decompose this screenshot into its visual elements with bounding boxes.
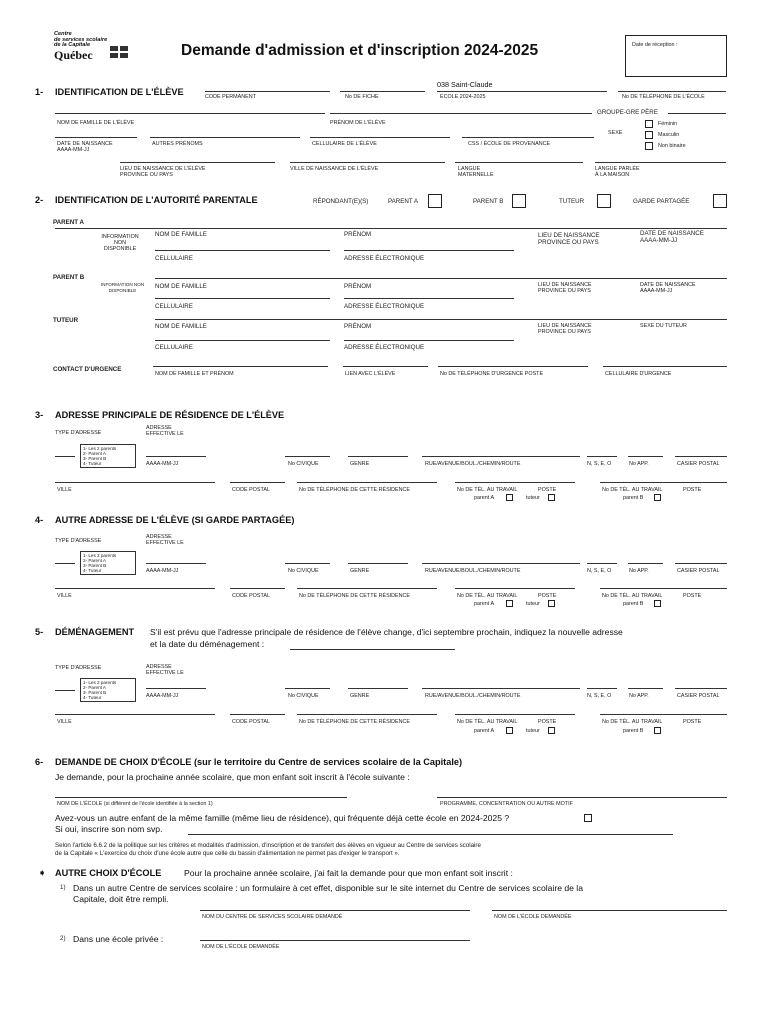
s4-poste-a-label: POSTE (538, 593, 557, 599)
s4-date-label: AAAA-MM-JJ (146, 568, 179, 574)
s6-nom-ecole-input[interactable] (55, 797, 347, 798)
date-naissance-label: DATE DE NAISSANCE AAAA-MM-JJ (57, 141, 113, 153)
parent-a-date-label: DATE DE NAISSANCE AAAA-MM-JJ (640, 230, 704, 244)
tuteur-lieu-label: LIEU DE NAISSANCE PROVINCE OU PAYS (538, 323, 592, 335)
groupe-line[interactable] (668, 113, 726, 114)
parent-b-prenom-label: PRÉNOM (344, 283, 372, 290)
s4-tel-res-label: No DE TÉLÉPHONE DE CETTE RÉSIDENCE (299, 593, 411, 599)
repondant-parent-b-label: PARENT B (473, 198, 504, 205)
langue-maternelle-line[interactable] (455, 162, 583, 163)
s3-date-label: AAAA-MM-JJ (146, 461, 179, 467)
s5-type-legend: 1- Les 2 parents 2- Parent A 3- Parent B 4- Tuteur (80, 678, 136, 702)
contact-cell-line[interactable] (603, 366, 727, 367)
ecole-line[interactable] (437, 91, 607, 92)
s5-code-postal-input[interactable] (230, 714, 285, 715)
s3-date-input[interactable] (146, 456, 206, 457)
page-title: Demande d'admission et d'inscription 2024-2025 (181, 42, 539, 59)
cell-eleve-line[interactable] (310, 137, 450, 138)
parent-a-prenom-label: PRÉNOM (344, 231, 372, 238)
s4-rue-label: RUE/AVENUE/BOUL./CHEMIN/ROUTE (425, 568, 521, 574)
no-fiche-label: No DE FICHE (345, 94, 379, 100)
no-fiche-line[interactable] (340, 91, 425, 92)
s4-no-app-label: No APP. (629, 568, 649, 574)
contact-lien-label: LIEN AVEC L'ÉLÈVE (345, 371, 396, 377)
s5-text-2: et la date du déménagement : (150, 639, 265, 649)
nom-ecole-privee-label: NOM DE L'ÉCOLE DEMANDÉE (202, 944, 280, 950)
s4-type-legend: 1- Les 2 parents 2- Parent A 3- Parent B 4- Tuteur (80, 551, 136, 575)
s3-nseo-label: N, S, E, O (587, 461, 612, 467)
tel-ecole-label: No DE TÉLÉPHONE DE L'ÉCOLE (622, 94, 705, 100)
garde-partagee-checkbox[interactable] (713, 194, 727, 208)
s3-tel-res-input[interactable] (297, 482, 437, 483)
s3-genre-label: GENRE (350, 461, 370, 467)
s5-parent-b-checkbox[interactable] (654, 727, 661, 734)
s5-tel-trav-b-label: No DE TÉL. AU TRAVAIL (602, 719, 663, 725)
parent-b-courriel-label: ADRESSE ÉLECTRONIQUE (344, 303, 425, 310)
s6-line-1: Je demande, pour la prochaine année scolaire, que mon enfant soit inscrit à l'école suivante : (55, 772, 410, 782)
s5-rue-label: RUE/AVENUE/BOUL./CHEMIN/ROUTE (425, 693, 521, 699)
s4-no-civique-label: No CIVIQUE (288, 568, 319, 574)
s4-tel-trav-a-label: No DE TÉL. AU TRAVAIL (457, 593, 518, 599)
s5-poste-a-label: POSTE (538, 719, 557, 725)
s5-no-app-label: No APP. (629, 693, 649, 699)
s5-tel-trav-a-input[interactable] (455, 714, 575, 715)
date-naissance-line[interactable] (55, 137, 137, 138)
parent-a-top-line (55, 228, 727, 229)
s3-no-civique-input[interactable] (285, 456, 330, 457)
css-provenance-label: CSS / ÉCOLE DE PROVENANCE (468, 141, 551, 147)
s3-ville-label: VILLE (57, 487, 72, 493)
parent-b-cell-line[interactable] (155, 298, 330, 299)
code-permanent-line[interactable] (205, 91, 330, 92)
parent-a-info-non-dispo-label: INFORMATION NON DISPONIBLE (101, 234, 139, 252)
tuteur-top-line (155, 319, 727, 320)
parent-b-label: PARENT B (53, 274, 85, 281)
s3-tel-res-label: No DE TÉLÉPHONE DE CETTE RÉSIDENCE (299, 487, 411, 493)
option-1-text-b: Capitale, doit être rempli. (73, 894, 169, 904)
sexe-feminin-checkbox[interactable] (645, 120, 653, 128)
autres-prenoms-label: AUTRES PRÉNOMS (152, 141, 203, 147)
s5-tel-res-label: No DE TÉLÉPHONE DE CETTE RÉSIDENCE (299, 719, 411, 725)
arrow-icon: ➧ (38, 868, 47, 879)
quebec-logo: Québec (54, 48, 93, 62)
s4-adresse-effective-label: ADRESSE EFFECTIVE LE (146, 534, 184, 546)
garde-partagee-label: GARDE PARTAGÉE (633, 198, 690, 205)
contact-tel-line[interactable] (438, 366, 588, 367)
s4-parent-a-checkbox[interactable] (506, 600, 513, 607)
s5-tuteur-label: tuteur (526, 728, 540, 734)
s4-poste-b-label: POSTE (683, 593, 702, 599)
s5-poste-b-label: POSTE (683, 719, 702, 725)
s5-date-demenagement-input[interactable] (290, 649, 455, 650)
contact-nom-label: NOM DE FAMILLE ET PRÉNOM (155, 371, 234, 377)
parent-b-courriel-line[interactable] (344, 298, 514, 299)
contact-nom-line[interactable] (153, 366, 328, 367)
s3-code-postal-input[interactable] (230, 482, 285, 483)
contact-lien-line[interactable] (343, 366, 428, 367)
sexe-label: SEXE (608, 130, 623, 136)
section-5-number: 5- (35, 627, 44, 637)
s5-rue-input[interactable] (422, 688, 580, 689)
s3-poste-a-label: POSTE (538, 487, 557, 493)
s3-type-adresse-label: TYPE D'ADRESSE (55, 430, 102, 436)
s6-autre-enfant-checkbox[interactable] (584, 814, 592, 822)
s4-date-input[interactable] (146, 563, 206, 564)
s3-parent-b-checkbox[interactable] (654, 494, 661, 501)
s4-rue-input[interactable] (422, 563, 580, 564)
s5-nseo-label: N, S, E, O (587, 693, 612, 699)
repondant-parent-a-checkbox[interactable] (428, 194, 442, 208)
s4-tel-trav-a-input[interactable] (455, 588, 575, 589)
parent-a-cell-label: CELLULAIRE (155, 255, 193, 262)
s5-nseo-input[interactable] (587, 688, 617, 689)
s5-type-adresse-label: TYPE D'ADRESSE (55, 665, 102, 671)
code-permanent-label: CODE PERMANENT (205, 94, 256, 100)
section-5-title: DÉMÉNAGEMENT (55, 627, 135, 637)
s3-casier-input[interactable] (675, 456, 727, 457)
contact-urgence-label: CONTACT D'URGENCE (53, 366, 122, 373)
s6-article-line-1: Selon l'article 6.6.2 de la politique sur les critères et modalités d'admission, d'inscription et de transfert des élèves en vigueur au Centre de services scolaire (55, 842, 481, 849)
s5-casier-label: CASIER POSTAL (677, 693, 720, 699)
tel-ecole-line[interactable] (618, 91, 726, 92)
s3-nseo-input[interactable] (587, 456, 617, 457)
prenom-line[interactable] (330, 113, 592, 114)
tuteur-prenom-label: PRÉNOM (344, 323, 372, 330)
s4-casier-label: CASIER POSTAL (677, 568, 720, 574)
s3-genre-input[interactable] (348, 456, 408, 457)
masculin-label: Masculin (658, 132, 680, 138)
s4-ville-input[interactable] (55, 588, 215, 589)
s3-tuteur-checkbox[interactable] (548, 494, 555, 501)
s5-tel-trav-b-input[interactable] (600, 714, 727, 715)
s6-question-1: Avez-vous un autre enfant de la même famille (même lieu de résidence), qui fréquente déjà cette école en 2024-2025 ? (55, 813, 510, 823)
section-1-title: IDENTIFICATION DE L'ÉLÈVE (55, 87, 184, 97)
repondant-label: RÉPONDANT(E)(S) (313, 198, 369, 205)
lieu-naissance-line[interactable] (120, 162, 275, 163)
nom-css-input[interactable] (200, 910, 470, 911)
css-provenance-line[interactable] (462, 137, 594, 138)
s5-parent-a-checkbox[interactable] (506, 727, 513, 734)
s4-no-civique-input[interactable] (285, 563, 330, 564)
s5-genre-input[interactable] (348, 688, 408, 689)
s5-ville-input[interactable] (55, 714, 215, 715)
s5-tel-res-input[interactable] (297, 714, 437, 715)
s5-date-label: AAAA-MM-JJ (146, 693, 179, 699)
section-6-title: DEMANDE DE CHOIX D'ÉCOLE (sur le territoire du Centre de services scolaire de la Capitale) (55, 757, 463, 767)
s5-parent-a-label: parent A (474, 728, 495, 734)
s3-ville-input[interactable] (55, 482, 215, 483)
s4-type-adresse-label: TYPE D'ADRESSE (55, 538, 102, 544)
option-2-number: 2) (60, 935, 66, 942)
s4-code-postal-input[interactable] (230, 588, 285, 589)
fleur-de-lis-flag-icon (110, 46, 150, 58)
non-binaire-label: Non binaire (658, 143, 686, 149)
s3-poste-b-label: POSTE (683, 487, 702, 493)
groupe-label: GROUPE-GRE PÈRE (597, 109, 658, 116)
ville-naissance-line[interactable] (290, 162, 445, 163)
s5-genre-label: GENRE (350, 693, 370, 699)
tuteur-label: TUTEUR (53, 317, 79, 324)
option-1-number: 1) (60, 884, 66, 891)
langue-maternelle-label: LANGUE MATERNELLE (458, 166, 494, 178)
s3-tel-trav-b-input[interactable] (600, 482, 727, 483)
prenom-label: PRÉNOM DE L'ÉLÈVE (330, 120, 386, 126)
s4-tel-trav-b-label: No DE TÉL. AU TRAVAIL (602, 593, 663, 599)
s5-ville-label: VILLE (57, 719, 72, 725)
s6-article-line-2: de la Capitale « L'exercice du choix d'une école autre que celle du bassin d'alimentation ne permet pas d'exiger le transport ». (55, 850, 400, 857)
parent-a-courriel-line[interactable] (344, 250, 514, 251)
parent-b-date-label: DATE DE NAISSANCE AAAA-MM-JJ (640, 282, 696, 294)
nom-ecole-privee-input[interactable] (200, 940, 470, 941)
s3-parent-a-checkbox[interactable] (506, 494, 513, 501)
section-4-title: AUTRE ADRESSE DE L'ÉLÈVE (SI GARDE PARTAGÉE) (55, 515, 295, 525)
s3-tuteur-label: tuteur (526, 495, 540, 501)
repondant-tuteur-checkbox[interactable] (597, 194, 611, 208)
s4-tel-trav-b-input[interactable] (600, 588, 727, 589)
s6-programme-input[interactable] (437, 797, 727, 798)
s5-parent-b-label: parent B (623, 728, 644, 734)
autre-choix-title: AUTRE CHOIX D'ÉCOLE (55, 868, 162, 878)
org-name: Centre de services scolaire de la Capitale (54, 31, 108, 49)
parent-b-lieu-label: LIEU DE NAISSANCE PROVINCE OU PAYS (538, 282, 592, 294)
parent-b-cell-label: CELLULAIRE (155, 303, 193, 310)
tuteur-courriel-line[interactable] (344, 340, 514, 341)
lieu-naissance-label: LIEU DE NAISSANCE DE L'ÉLÈVE PROVINCE OU PAYS (120, 166, 206, 178)
tuteur-cell-label: CELLULAIRE (155, 344, 193, 351)
s6-question-2: Si oui, inscrire son nom svp. (55, 824, 163, 834)
option-2-text: Dans une école privée : (73, 934, 164, 944)
parent-b-top-line (155, 278, 727, 279)
option-1-text-a: Dans un autre Centre de services scolaire : un formulaire à cet effet, disponible sur le site internet du Centre de services scolaire de la (73, 883, 583, 893)
s3-tel-trav-b-label: No DE TÉL. AU TRAVAIL (602, 487, 663, 493)
s5-no-app-input[interactable] (628, 688, 663, 689)
s4-parent-a-label: parent A (474, 601, 495, 607)
cell-eleve-label: CELLULAIRE DE L'ÉLÈVE (312, 141, 377, 147)
nom-ecole-demandee-label: NOM DE L'ÉCOLE DEMANDÉE (494, 914, 572, 920)
autre-choix-desc: Pour la prochaine année scolaire, j'ai fait la demande pour que mon enfant soit inscrit : (184, 868, 513, 878)
section-2-title: IDENTIFICATION DE L'AUTORITÉ PARENTALE (55, 195, 258, 205)
section-3-number: 3- (35, 410, 44, 420)
ecole-label: ÉCOLE 2024-2025 (440, 94, 486, 100)
s3-parent-b-label: parent B (623, 495, 644, 501)
s6-nom-enfant-input[interactable] (188, 834, 673, 835)
s4-tel-res-input[interactable] (297, 588, 437, 589)
s3-rue-label: RUE/AVENUE/BOUL./CHEMIN/ROUTE (425, 461, 521, 467)
s4-code-postal-label: CODE POSTAL (232, 593, 270, 599)
reception-label: Date de réception : (632, 42, 678, 48)
repondant-parent-b-checkbox[interactable] (512, 194, 526, 208)
parent-a-lieu-label: LIEU DE NAISSANCE PROVINCE OU PAYS (538, 232, 600, 246)
s4-genre-label: GENRE (350, 568, 370, 574)
s4-parent-b-label: parent B (623, 601, 644, 607)
s3-casier-label: CASIER POSTAL (677, 461, 720, 467)
tuteur-nom-label: NOM DE FAMILLE (155, 323, 207, 330)
s3-no-civique-label: No CIVIQUE (288, 461, 319, 467)
contact-cell-label: CELLULAIRE D'URGENCE (605, 371, 672, 377)
parent-b-nom-label: NOM DE FAMILLE (155, 283, 207, 290)
s3-type-input[interactable] (55, 456, 75, 457)
tuteur-cell-line[interactable] (155, 340, 330, 341)
ville-naissance-label: VILLE DE NAISSANCE DE L'ÉLÈVE (290, 166, 379, 172)
s6-nom-ecole-label: NOM DE L'ÉCOLE (si différent de l'école identifiée à la section 1) (57, 801, 213, 807)
s3-no-app-input[interactable] (628, 456, 663, 457)
s5-no-civique-label: No CIVIQUE (288, 693, 319, 699)
section-3-title: ADRESSE PRINCIPALE DE RÉSIDENCE DE L'ÉLÈVE (55, 410, 285, 420)
nom-famille-label: NOM DE FAMILLE DE L'ÉLÈVE (57, 120, 135, 126)
parent-a-courriel-label: ADRESSE ÉLECTRONIQUE (344, 255, 425, 262)
s4-tuteur-label: tuteur (526, 601, 540, 607)
parent-a-nom-label: NOM DE FAMILLE (155, 231, 207, 238)
repondant-parent-a-label: PARENT A (388, 198, 419, 205)
s5-tel-trav-a-label: No DE TÉL. AU TRAVAIL (457, 719, 518, 725)
s5-no-civique-input[interactable] (285, 688, 330, 689)
nom-ecole-demandee-input[interactable] (492, 910, 727, 911)
parent-a-cell-line[interactable] (155, 250, 330, 251)
school-value: 038 Saint-Claude (437, 80, 493, 89)
s5-text-1: S'il est prévu que l'adresse principale de résidence de l'élève change, d'ici septembre prochain, indiquez la nouvelle adresse (150, 627, 623, 637)
contact-tel-label: No DE TÉLÉPHONE D'URGENCE POSTE (440, 371, 544, 377)
parent-b-info-non-dispo-label: INFORMATION NON DISPONIBLE (100, 282, 145, 293)
section-6-number: 6- (35, 757, 44, 767)
s3-adresse-effective-label: ADRESSE EFFECTIVE LE (146, 425, 184, 437)
s4-genre-input[interactable] (348, 563, 408, 564)
nom-css-label: NOM DU CENTRE DE SERVICES SCOLAIRE DEMANDÉ (202, 914, 343, 920)
feminin-label: Féminin (658, 121, 678, 127)
autres-prenoms-line[interactable] (150, 137, 300, 138)
s5-type-input[interactable] (55, 690, 75, 691)
langue-parlee-line[interactable] (595, 162, 726, 163)
s4-nseo-label: N, S, E, O (587, 568, 612, 574)
s4-nseo-input[interactable] (587, 563, 617, 564)
section-1-number: 1- (35, 87, 44, 97)
s5-casier-input[interactable] (675, 688, 727, 689)
s3-tel-trav-a-label: No DE TÉL. AU TRAVAIL (457, 487, 518, 493)
s6-programme-label: PROGRAMME, CONCENTRATION OU AUTRE MOTIF (440, 801, 573, 807)
s3-parent-a-label: parent A (474, 495, 495, 501)
s5-tuteur-checkbox[interactable] (548, 727, 555, 734)
parent-a-label: PARENT A (53, 219, 84, 226)
s4-no-app-input[interactable] (628, 563, 663, 564)
section-2-number: 2- (35, 195, 44, 205)
langue-parlee-label: LANGUE PARLÉE À LA MAISON (595, 166, 640, 178)
sexe-masculin-checkbox[interactable] (645, 131, 653, 139)
s5-adresse-effective-label: ADRESSE EFFECTIVE LE (146, 664, 184, 676)
s5-code-postal-label: CODE POSTAL (232, 719, 270, 725)
sexe-non-binaire-checkbox[interactable] (645, 142, 653, 150)
s3-rue-input[interactable] (422, 456, 580, 457)
s4-casier-input[interactable] (675, 563, 727, 564)
repondant-tuteur-label: TUTEUR (559, 198, 585, 205)
tuteur-sexe-label: SEXE DU TUTEUR (640, 323, 687, 329)
s3-no-app-label: No APP. (629, 461, 649, 467)
reception-date-box[interactable] (625, 35, 727, 77)
s3-code-postal-label: CODE POSTAL (232, 487, 270, 493)
section-4-number: 4- (35, 515, 44, 525)
s3-type-legend: 1- Les 2 parents 2- Parent A 3- Parent B 4- Tuteur (80, 444, 136, 468)
s4-tuteur-checkbox[interactable] (548, 600, 555, 607)
tuteur-courriel-label: ADRESSE ÉLECTRONIQUE (344, 344, 425, 351)
nom-famille-line[interactable] (55, 113, 325, 114)
s5-date-input[interactable] (146, 688, 206, 689)
s4-parent-b-checkbox[interactable] (654, 600, 661, 607)
s3-tel-trav-a-input[interactable] (455, 482, 575, 483)
s4-ville-label: VILLE (57, 593, 72, 599)
s4-type-input[interactable] (55, 563, 75, 564)
